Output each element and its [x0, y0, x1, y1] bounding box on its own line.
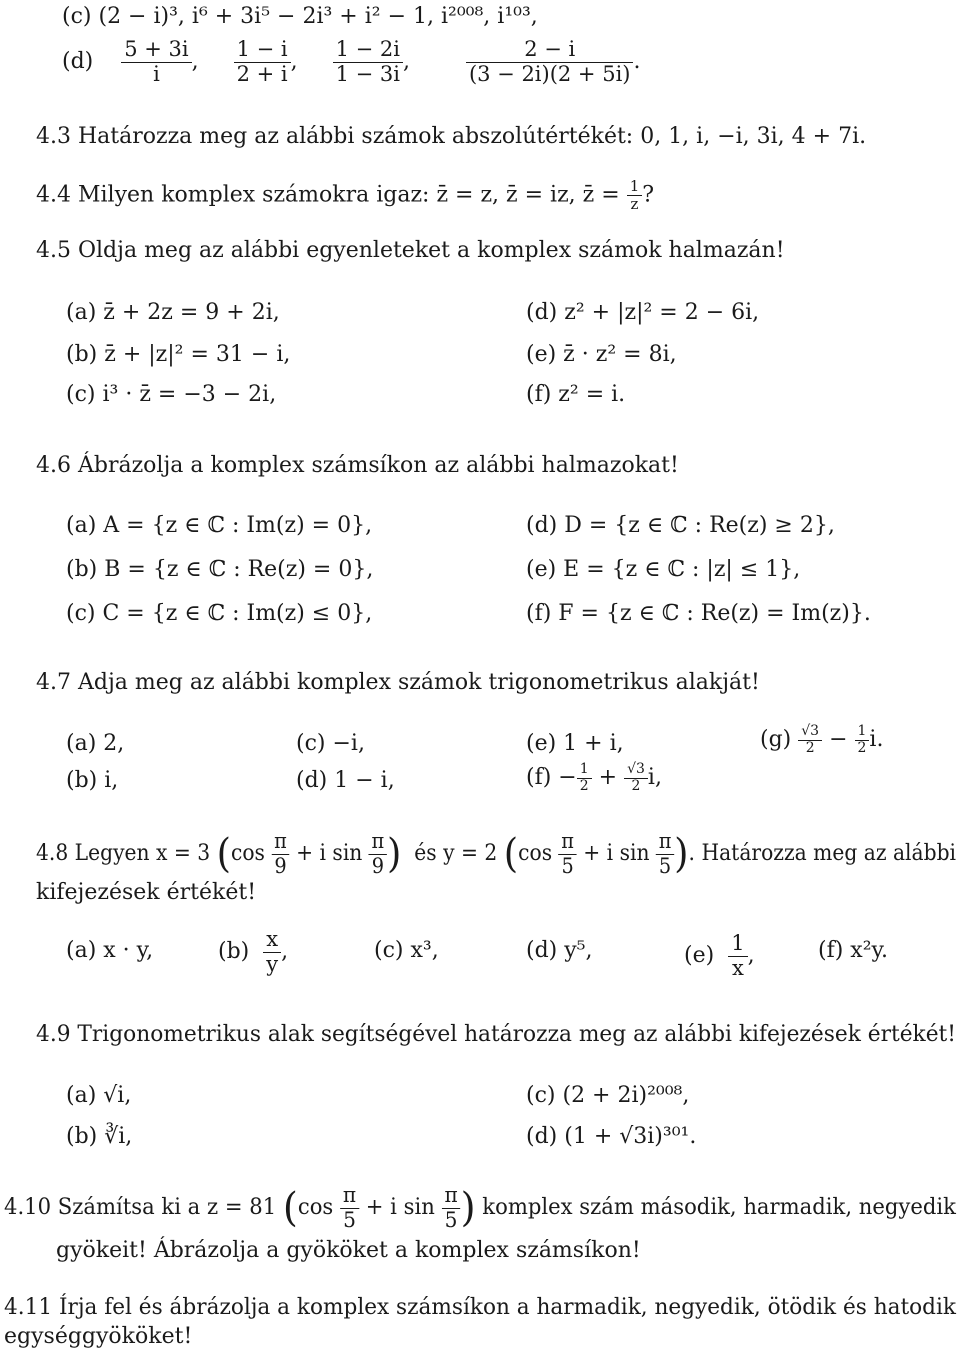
exercise-4-9-b: (b) ∛i,: [66, 1124, 133, 1149]
exercise-4-7-b: (b) i,: [66, 768, 119, 793]
exercise-4-5-f: (f) z² = i.: [526, 382, 626, 407]
exercise-4-7-c: (c) −i,: [296, 731, 365, 756]
fraction: $\frac{2 - i}{(3 - 2i)(2 + 5i)}$: [466, 38, 634, 86]
fraction: $\frac{\pi}{5}$: [559, 830, 577, 878]
operator: +: [591, 765, 625, 791]
exercise-4-2-d: [62, 38, 640, 86]
item-text: (g): [760, 727, 799, 753]
right-paren: ): [460, 1185, 476, 1232]
exercise-4-11: 4.11 Írja fel és ábrázolja a komplex számsíkon a harmadik, negyedik, ötödik és hatodik: [4, 1295, 956, 1320]
exercise-4-2-c: (c) (2 − i)³, i⁶ + 3i⁵ − 2i³ + i² − 1, i²⁰⁰⁸, i¹⁰³,: [62, 4, 538, 29]
operator: −: [822, 727, 855, 753]
left-paren: (: [216, 831, 232, 878]
exercise-text: komplex szám második, harmadik, negyedik: [482, 1195, 956, 1221]
item-text: i,: [647, 765, 662, 791]
cos-label: cos: [297, 1195, 334, 1221]
exercise-4-10-line2: gyökeit! Ábrázolja a gyököket a komplex számsíkon!: [56, 1238, 641, 1263]
exercise-4-5-c: (c) i³ · z̄ = −3 − 2i,: [66, 382, 277, 407]
cos-label: cos: [518, 841, 553, 867]
item-text: (f) −: [526, 765, 577, 791]
fraction: $\frac{\pi}{5}$: [340, 1184, 359, 1232]
exercise-4-7-title: 4.7 Adja meg az alábbi komplex számok trigonometrikus alakját!: [36, 670, 760, 695]
fraction: $\frac{5 + 3i}{i}$: [121, 38, 191, 86]
question-mark: ?: [642, 182, 655, 208]
exercise-4-9-a: (a) √i,: [66, 1083, 132, 1108]
item-label: (e): [684, 943, 715, 969]
exercise-4-8-f: (f) x²y.: [818, 938, 889, 963]
fraction: $\frac{x}{y}$: [263, 928, 281, 976]
item-text: i.: [869, 727, 884, 753]
exercise-4-7-d: (d) 1 − i,: [296, 768, 395, 793]
fraction: $\frac{\pi}{5}$: [442, 1184, 461, 1232]
exercise-4-6-f: (f) F = {z ∈ ℂ : Re(z) = Im(z)}.: [526, 601, 871, 626]
fraction: $\frac{\pi}{5}$: [656, 830, 674, 878]
exercise-text: és y = 2: [414, 841, 498, 867]
exercise-4-7-g: [760, 724, 883, 756]
fraction: $\frac{√3}{2}$: [624, 762, 648, 794]
fraction: $\frac{1 - 2i}{1 - 3i}$: [333, 38, 403, 86]
exercise-4-5-d: (d) z² + |z|² = 2 − 6i,: [526, 300, 760, 325]
separator: ,: [402, 49, 410, 75]
fraction: $\frac{1}{2}$: [577, 762, 592, 794]
exercise-4-8-a: (a) x · y,: [66, 938, 154, 963]
exercise-text: 4.4 Milyen komplex számokra igaz: z̄ = z, z̄ = iz, z̄ =: [36, 182, 620, 208]
left-paren: (: [503, 831, 519, 878]
fraction: $\frac{\pi}{9}$: [271, 830, 289, 878]
exercise-4-6-b: (b) B = {z ∈ ℂ : Re(z) = 0},: [66, 557, 374, 582]
sin-label: + i sin: [583, 841, 650, 867]
separator: ,: [747, 943, 755, 969]
fraction: $\frac{1}{x}$: [728, 932, 747, 980]
exercise-4-7-a: (a) 2,: [66, 731, 125, 756]
exercise-text: 4.8 Legyen x = 3: [36, 841, 211, 867]
fraction: $\frac{\pi}{9}$: [369, 830, 387, 878]
exercise-4-4: [36, 178, 654, 213]
exercise-4-7-e: (e) 1 + i,: [526, 731, 624, 756]
exercise-4-9-c: (c) (2 + 2i)²⁰⁰⁸,: [526, 1083, 690, 1108]
left-paren: (: [282, 1185, 298, 1232]
sin-label: + i sin: [296, 841, 363, 867]
exercise-4-7-f: [526, 762, 662, 794]
exercise-4-8-b: [218, 928, 288, 976]
exercise-4-8: [36, 830, 956, 878]
right-paren: ): [674, 831, 689, 878]
exercise-4-8-line2: kifejezések értékét!: [36, 880, 257, 905]
item-label: (b): [218, 939, 250, 965]
exercise-4-6-title: 4.6 Ábrázolja a komplex számsíkon az alábbi halmazokat!: [36, 453, 679, 478]
exercise-4-5-e: (e) z̄ · z² = 8i,: [526, 342, 677, 367]
separator: ,: [191, 49, 199, 75]
exercise-text: 4.10 Számítsa ki a z = 81: [4, 1195, 277, 1221]
exercise-4-11-line2: egységgyököket!: [4, 1324, 193, 1349]
cos-label: cos: [231, 841, 265, 867]
item-label: (d): [62, 49, 94, 75]
exercise-4-6-e: (e) E = {z ∈ ℂ : |z| ≤ 1},: [526, 557, 801, 582]
exercise-4-6-a: (a) A = {z ∈ ℂ : Im(z) = 0},: [66, 513, 373, 538]
exercise-4-8-e: [684, 932, 755, 980]
exercise-4-8-d: (d) y⁵,: [526, 938, 593, 963]
separator: ,: [290, 49, 298, 75]
exercise-4-9-title: 4.9 Trigonometrikus alak segítségével határozza meg az alábbi kifejezések értékét!: [36, 1022, 957, 1047]
exercise-4-3: 4.3 Határozza meg az alábbi számok abszolútértékét: 0, 1, i, −i, 3i, 4 + 7i.: [36, 124, 867, 149]
right-paren: ): [387, 831, 402, 878]
exercise-4-10: [4, 1184, 956, 1232]
fraction: $\frac{1 - i}{2 + i}$: [234, 38, 291, 86]
separator: .: [633, 49, 641, 75]
fraction: $\frac{√3}{2}$: [798, 724, 822, 756]
exercise-4-5-a: (a) z̄ + 2z = 9 + 2i,: [66, 300, 280, 325]
exercise-4-9-d: (d) (1 + √3i)³⁰¹.: [526, 1124, 697, 1149]
separator: ,: [281, 939, 289, 965]
fraction: $\frac{1}{z}$: [627, 178, 643, 213]
exercise-4-8-c: (c) x³,: [374, 938, 439, 963]
fraction: $\frac{1}{2}$: [855, 724, 870, 756]
exercise-text: . Határozza meg az alábbi: [688, 841, 957, 867]
exercise-4-5-b: (b) z̄ + |z|² = 31 − i,: [66, 342, 291, 367]
exercise-4-6-c: (c) C = {z ∈ ℂ : Im(z) ≤ 0},: [66, 601, 373, 626]
exercise-4-6-d: (d) D = {z ∈ ℂ : Re(z) ≥ 2},: [526, 513, 835, 538]
sin-label: + i sin: [365, 1195, 435, 1221]
exercise-4-5-title: 4.5 Oldja meg az alábbi egyenleteket a komplex számok halmazán!: [36, 238, 785, 263]
